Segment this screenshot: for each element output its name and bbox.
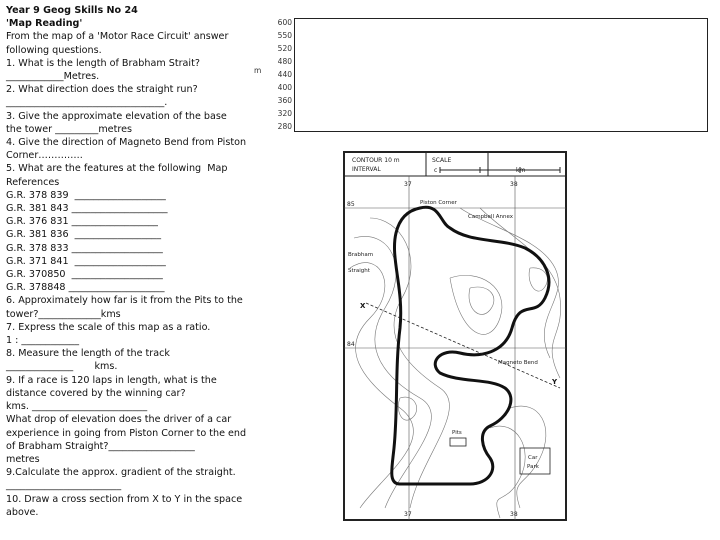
worksheet-line: 7. Express the scale of this map as a ratio. (6, 321, 211, 333)
worksheet-line: the tower _________metres (6, 123, 132, 135)
worksheet-line: ____________Metres. (6, 71, 100, 83)
worksheet-line: distance covered by the winning car? (6, 387, 186, 399)
worksheet-line: G.R. 378 839 ___________________ (6, 189, 166, 201)
worksheet-line: References (6, 176, 60, 188)
worksheet-line: What drop of elevation does the driver of a car (6, 414, 232, 426)
worksheet-line: G.R. 381 843 ____________________ (6, 203, 168, 215)
worksheet-line: 9. If a race is 120 laps in length, what is the (6, 374, 217, 386)
worksheet-line: 8. Measure the length of the track (6, 348, 170, 360)
worksheet-line: tower?_____________kms (6, 308, 121, 320)
y-tick-label: 520 (277, 44, 292, 53)
worksheet-line: ________________________ (6, 480, 122, 492)
worksheet-line: 6. Approximately how far is it from the Pits to the (6, 295, 243, 307)
worksheet-line: G.R. 371 841 ___________________ (6, 255, 166, 267)
scale-unit-label: km (516, 167, 526, 174)
worksheet-line: _________________________________. (6, 97, 168, 109)
scale-label: SCALE (432, 157, 452, 164)
contour-line (450, 275, 502, 334)
worksheet-line: above. (6, 506, 39, 518)
worksheet-subtitle: 'Map Reading' (6, 18, 83, 30)
worksheet-line: following questions. (6, 44, 102, 56)
worksheet-line: Corner………….. (6, 150, 83, 162)
worksheet-line: G.R. 376 831 __________________ (6, 216, 158, 228)
contour-line (350, 263, 413, 508)
worksheet-line: G.R. 370850 ___________________ (6, 269, 163, 281)
y-tick-label: 440 (277, 70, 292, 79)
worksheet-line: kms. ________________________ (6, 401, 148, 413)
cross-section-frame (294, 18, 708, 132)
race-track (392, 207, 549, 484)
grid-label: 37 (404, 511, 412, 518)
place-label-car-park: Park (527, 464, 539, 470)
worksheet-line: metres (6, 453, 40, 465)
worksheet-line: G.R. 381 836 __________________ (6, 229, 162, 241)
worksheet-line: 1. What is the length of Brabham Strait? (6, 57, 200, 69)
grid-label: 37 (404, 181, 412, 188)
grid-label: 84 (347, 341, 355, 348)
worksheet-line: 10. Draw a cross section from X to Y in the space (6, 493, 243, 505)
y-tick-label: 550 (277, 31, 292, 40)
place-label-straight: Straight (348, 268, 370, 274)
scale-start-label: c (434, 167, 438, 174)
grid-label: 85 (347, 201, 355, 208)
worksheet-line: G.R. 378848 ____________________ (6, 282, 165, 294)
y-tick-label: 400 (277, 83, 292, 92)
y-tick-label: 360 (277, 96, 292, 105)
worksheet-line: 1 : ____________ (6, 335, 79, 347)
place-label-car-park: Car (528, 455, 538, 461)
worksheet-line: 4. Give the direction of Magneto Bend from Piston (6, 137, 247, 149)
place-label-brabham: Brabham (348, 252, 374, 258)
cross-section-graph (246, 12, 712, 134)
graph-unit-label: m (254, 66, 262, 75)
cross-section-point-x: X (360, 302, 366, 310)
contour-line (469, 287, 494, 314)
worksheet-line: of Brabham Straight?__________________ (6, 440, 195, 452)
worksheet-line: ______________ kms. (6, 361, 118, 373)
y-tick-label: 280 (277, 122, 292, 131)
grid-label: 38 (510, 511, 518, 518)
y-tick-label: 600 (277, 18, 292, 27)
pits-building (450, 438, 466, 446)
cross-section-point-y: Y (552, 378, 558, 386)
place-label-piston-corner: Piston Corner (420, 200, 457, 206)
race-circuit-map (340, 148, 570, 524)
contour-line (529, 268, 547, 291)
worksheet-line: 3. Give the approximate elevation of the base (6, 110, 227, 122)
y-tick-label: 320 (277, 109, 292, 118)
place-label-magneto-bend: Magneto Bend (498, 360, 538, 366)
place-label-campbell-annex: Campbell Annex (468, 214, 514, 220)
worksheet-text (6, 4, 272, 519)
place-label-pits: Pits (452, 430, 462, 436)
worksheet-line: G.R. 378 833 ___________________ (6, 242, 163, 254)
car-park (520, 448, 550, 474)
worksheet-line: 5. What are the features at the following Map (6, 163, 228, 175)
y-tick-label: 480 (277, 57, 292, 66)
worksheet-line: 2. What direction does the straight run? (6, 84, 198, 96)
worksheet-line: From the map of a 'Motor Race Circuit' answer (6, 31, 229, 43)
worksheet-line: 9.Calculate the approx. gradient of the straight. (6, 467, 236, 479)
contour-interval-label: INTERVAL (352, 166, 381, 173)
contour-label: CONTOUR 10 m (352, 157, 400, 164)
cross-section-line (366, 303, 560, 388)
worksheet-title: Year 9 Geog Skills No 24 (6, 5, 138, 16)
worksheet-line: experience in going from Piston Corner to the end (6, 427, 247, 439)
grid-label: 38 (510, 181, 518, 188)
